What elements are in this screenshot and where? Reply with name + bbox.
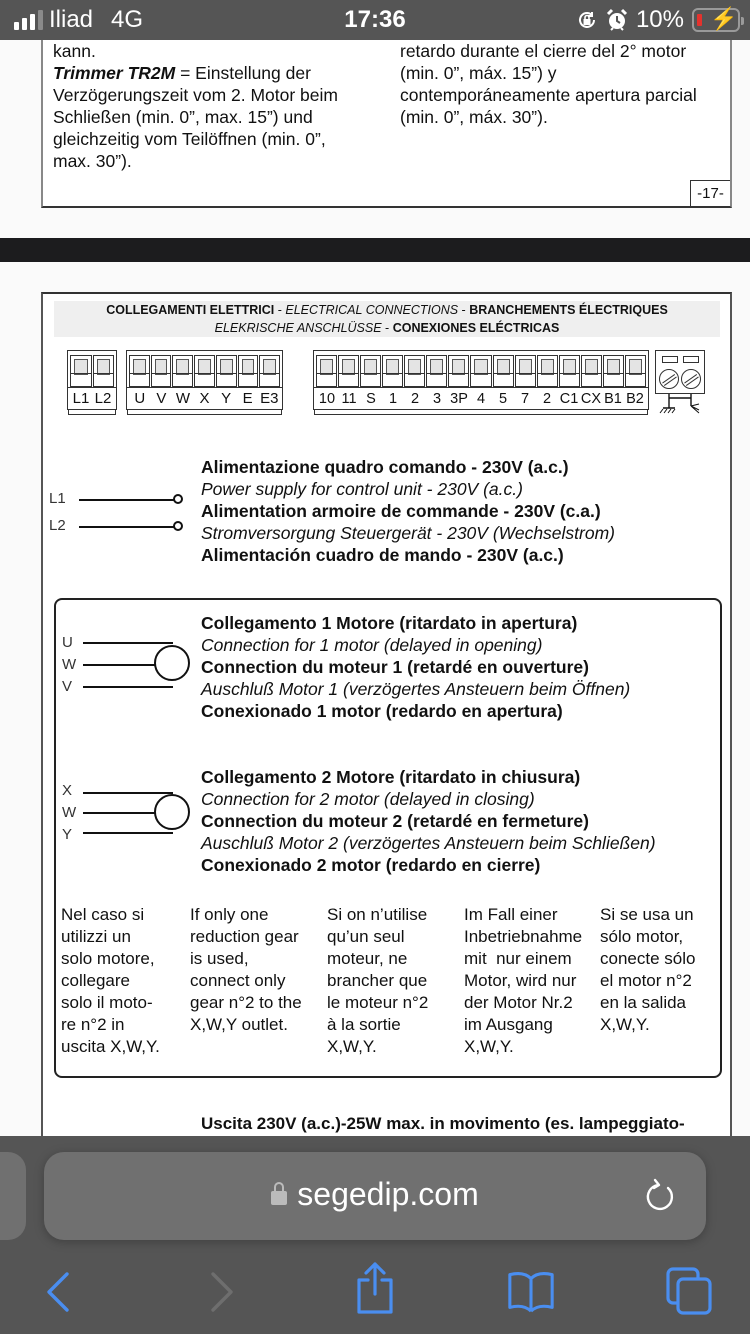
note-en bbox=[190, 904, 302, 1036]
terminal-label: Y bbox=[221, 390, 232, 407]
terminal-label: 4 bbox=[476, 391, 486, 407]
note-it bbox=[61, 904, 160, 1058]
text-line: connect only bbox=[190, 971, 286, 990]
alarm-icon bbox=[606, 8, 628, 32]
text-line: X,W,Y. bbox=[600, 1015, 650, 1034]
ground-icon bbox=[655, 394, 707, 418]
text-fragment: = Einstellung der bbox=[175, 63, 311, 83]
earth-terminal bbox=[655, 350, 705, 394]
battery-percent: 10% bbox=[635, 6, 684, 33]
text-line: reduction gear bbox=[190, 927, 299, 946]
terminal-label: CX bbox=[580, 391, 602, 407]
lock-icon bbox=[271, 1191, 287, 1205]
terminal-label: 11 bbox=[341, 391, 357, 407]
text-de: Stromversorgung Steuergerät - 230V (Wechselstrom) bbox=[201, 523, 616, 543]
wire-label: L2 bbox=[49, 517, 66, 534]
terminal-label: 10 bbox=[318, 391, 336, 407]
terminal-label: 3P bbox=[450, 391, 468, 407]
text-line: is used, bbox=[190, 949, 249, 968]
text-it: Collegamento 1 Motore (ritardato in apertura) bbox=[201, 613, 578, 633]
text-line: contemporáneamente apertura parcial bbox=[400, 85, 697, 105]
banner-sep: - bbox=[381, 321, 393, 335]
wire-label: V bbox=[62, 678, 73, 695]
wire-terminal bbox=[173, 494, 183, 504]
wire-terminal bbox=[173, 521, 183, 531]
terminal-label: 5 bbox=[498, 391, 508, 407]
wire-l2 bbox=[79, 526, 175, 528]
text-line: en la salida bbox=[600, 993, 687, 1012]
text-fr: Connection du moteur 2 (retardé en fermeture) bbox=[201, 811, 589, 831]
text-line: der Motor Nr.2 bbox=[464, 993, 573, 1012]
terminal-block-power bbox=[67, 350, 117, 410]
trimmer-label: Trimmer TR2M bbox=[53, 63, 176, 83]
text-line: X,W,Y. bbox=[464, 1037, 514, 1056]
note-fr bbox=[327, 904, 428, 1058]
banner-sep: - bbox=[458, 303, 470, 317]
note-de bbox=[464, 904, 582, 1058]
text-line: Verzögerungszeit vom 2. Motor beim bbox=[53, 85, 338, 105]
terminal-label: 2 bbox=[410, 391, 420, 407]
tabs-button[interactable] bbox=[664, 1266, 714, 1316]
text-line bbox=[53, 62, 373, 84]
terminal-label: V bbox=[156, 390, 167, 407]
terminal-block-controls bbox=[313, 350, 649, 410]
banner-sep: - bbox=[274, 303, 286, 317]
terminal-label: E3 bbox=[260, 390, 279, 407]
network-type: 4G bbox=[111, 6, 144, 33]
forward-button[interactable] bbox=[196, 1266, 246, 1316]
share-button[interactable] bbox=[350, 1260, 400, 1316]
text-it: Collegamento 2 Motore (ritardato in chiusura) bbox=[201, 767, 581, 787]
battery-charging-icon: ⚡ bbox=[692, 8, 740, 32]
text-line: gleichzeitig vom Teilöffnen (min. 0”, bbox=[53, 129, 326, 149]
terminal-label: 3 bbox=[432, 391, 442, 407]
text-line: (min. 0”, máx. 30”). bbox=[400, 107, 548, 127]
url-text[interactable]: segedip.com bbox=[297, 1176, 479, 1212]
text-line: Nel caso si bbox=[61, 905, 145, 924]
wire-l1 bbox=[79, 499, 175, 501]
terminal-label: B1 bbox=[604, 391, 622, 407]
text-line: Si se usa un bbox=[600, 905, 694, 924]
text-line: Motor, wird nur bbox=[464, 971, 577, 990]
terminal-label: X bbox=[199, 390, 210, 407]
carrier-name: Iliad bbox=[49, 6, 94, 33]
orientation-lock-icon bbox=[576, 9, 598, 31]
terminal-label: L1 bbox=[72, 390, 90, 407]
text-es: Alimentación cuadro de mando - 230V (a.c.) bbox=[201, 545, 564, 565]
power-supply-description bbox=[201, 456, 615, 566]
text-line: el motor n°2 bbox=[600, 971, 692, 990]
page-number: -17- bbox=[690, 180, 730, 206]
text-line: gear n°2 to the bbox=[190, 993, 302, 1012]
wire-label: W bbox=[62, 804, 77, 821]
text-line: Schließen (min. 0”, max. 15”) und bbox=[53, 107, 313, 127]
banner-en: ELECTRICAL CONNECTIONS bbox=[285, 303, 459, 317]
wire-label: W bbox=[62, 656, 77, 673]
text-en: Connection for 2 motor (delayed in closing) bbox=[201, 789, 535, 809]
terminal-label: W bbox=[175, 390, 191, 407]
text-fr: Connection du moteur 1 (retardé en ouverture) bbox=[201, 657, 589, 677]
wire-y bbox=[83, 832, 173, 834]
text-de: Auschluß Motor 1 (verzögertes Ansteuern beim Öffnen) bbox=[201, 679, 631, 699]
note-es bbox=[600, 904, 695, 1036]
terminal-label: U bbox=[134, 390, 146, 407]
text-line: collegare bbox=[61, 971, 130, 990]
reload-icon[interactable] bbox=[640, 1176, 680, 1216]
terminal-label: S bbox=[366, 391, 376, 407]
spanish-text-column bbox=[400, 40, 730, 128]
text-line: qu’un seul bbox=[327, 927, 405, 946]
browser-toolbar bbox=[0, 1136, 750, 1334]
wire-x bbox=[83, 792, 173, 794]
terminal-label: C1 bbox=[559, 391, 579, 407]
german-text-column bbox=[53, 40, 373, 172]
text-line: sólo motor, bbox=[600, 927, 684, 946]
clock: 17:36 bbox=[344, 6, 406, 33]
text-es: Conexionado 2 motor (redardo en cierre) bbox=[201, 855, 541, 875]
pdf-page-17 bbox=[0, 40, 750, 236]
terminal-label: B2 bbox=[626, 391, 644, 407]
text-line: le moteur n°2 bbox=[327, 993, 429, 1012]
text-line: X,W,Y. bbox=[327, 1037, 377, 1056]
text-line: re n°2 in bbox=[61, 1015, 125, 1034]
text-line: conecte sólo bbox=[600, 949, 696, 968]
motor-1-symbol bbox=[154, 645, 190, 681]
wire-label: U bbox=[62, 634, 73, 651]
page-separator bbox=[0, 238, 750, 262]
pdf-page-18 bbox=[0, 262, 750, 1136]
text-line: solo il moto- bbox=[61, 993, 153, 1012]
wire-v bbox=[83, 686, 173, 688]
terminal-label: 1 bbox=[388, 391, 398, 407]
terminal-label: L2 bbox=[94, 390, 112, 407]
text-line: If only one bbox=[190, 905, 269, 924]
wire-label: L1 bbox=[49, 490, 66, 507]
text-en: Power supply for control unit - 230V (a.c.) bbox=[201, 479, 523, 499]
bookmarks-button[interactable] bbox=[506, 1266, 556, 1316]
text-line: brancher que bbox=[327, 971, 428, 990]
terminal-label: 2 bbox=[542, 391, 552, 407]
text-line: solo motore, bbox=[61, 949, 155, 968]
motor-2-symbol bbox=[154, 794, 190, 830]
banner-es: CONEXIONES ELÉCTRICAS bbox=[392, 321, 560, 335]
text-line: kann. bbox=[53, 41, 96, 61]
text-it: Alimentazione quadro comando - 230V (a.c.) bbox=[201, 457, 569, 477]
wire-label: X bbox=[62, 782, 73, 799]
terminal-block-motors bbox=[126, 350, 283, 410]
status-bar bbox=[0, 0, 750, 40]
banner-fr: BRANCHEMENTS ÉLECTRIQUES bbox=[469, 303, 668, 317]
text-line: X,W,Y outlet. bbox=[190, 1015, 288, 1034]
text-line: uscita X,W,Y. bbox=[61, 1037, 160, 1056]
motor-1-description bbox=[201, 612, 630, 722]
terminal-label: E bbox=[242, 390, 253, 407]
text-line: à la sortie bbox=[327, 1015, 401, 1034]
text-line: retardo durante el cierre del 2° motor bbox=[400, 41, 687, 61]
section-banner bbox=[54, 301, 720, 337]
text-de: Auschluß Motor 2 (verzögertes Ansteuern beim Schließen) bbox=[201, 833, 656, 853]
banner-it: COLLEGAMENTI ELETTRICI bbox=[106, 303, 275, 317]
text-line: moteur, ne bbox=[327, 949, 408, 968]
wire-u bbox=[83, 642, 173, 644]
text-line: Inbetriebnahme bbox=[464, 927, 583, 946]
output-description: Uscita 230V (a.c.)-25W max. in movimento (es. lampeggiato- bbox=[201, 1114, 685, 1133]
previous-tab-preview[interactable] bbox=[0, 1152, 26, 1240]
text-line: im Ausgang bbox=[464, 1015, 553, 1034]
text-line: mit nur einem bbox=[464, 949, 572, 968]
text-line: (min. 0”, máx. 15”) y bbox=[400, 63, 557, 83]
wire-label: Y bbox=[62, 826, 73, 843]
motor-2-description bbox=[201, 766, 656, 876]
terminal-label: 7 bbox=[520, 391, 530, 407]
text-line: Im Fall einer bbox=[464, 905, 558, 924]
banner-de: ELEKRISCHE ANSCHLÜSSE bbox=[214, 321, 382, 335]
text-en: Connection for 1 motor (delayed in opening) bbox=[201, 635, 543, 655]
back-button[interactable] bbox=[34, 1266, 84, 1316]
text-line: Si on n’utilise bbox=[327, 905, 428, 924]
text-es: Conexionado 1 motor (redardo en apertura) bbox=[201, 701, 563, 721]
text-line: utilizzi un bbox=[61, 927, 131, 946]
text-line: max. 30”). bbox=[53, 151, 132, 171]
text-fr: Alimentation armoire de commande - 230V (c.a.) bbox=[201, 501, 601, 521]
address-bar[interactable] bbox=[44, 1152, 706, 1240]
